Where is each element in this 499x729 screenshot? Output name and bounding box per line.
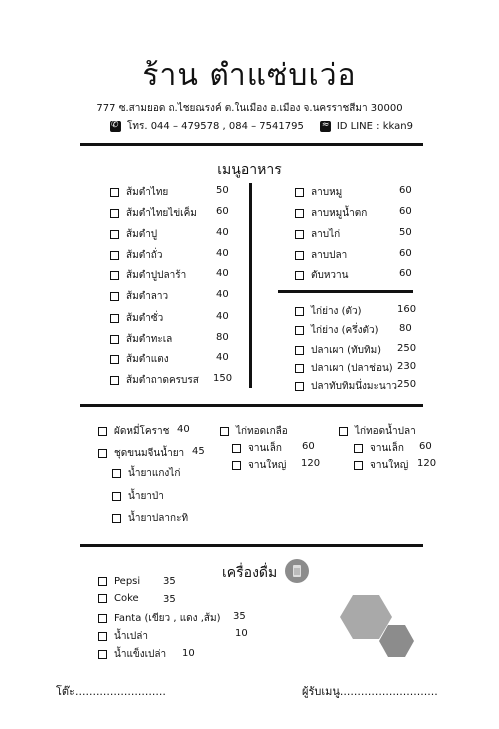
option-item[interactable] <box>112 489 164 504</box>
phone-icon <box>110 121 121 132</box>
checkbox[interactable] <box>112 492 121 501</box>
checkbox[interactable] <box>110 314 119 323</box>
checkbox[interactable] <box>295 230 304 239</box>
checkbox[interactable] <box>295 209 304 218</box>
size-option[interactable] <box>354 458 408 473</box>
item-name: Fanta (เขียว , แดง ,ส้ม) <box>114 613 221 624</box>
item-price: 40 <box>216 248 229 259</box>
size-label: จานเล็ก <box>370 443 404 454</box>
item-name: ไก่ทอดเกลือ <box>236 426 288 437</box>
shop-title: ร้าน ตำแซ่บเว่อ <box>142 58 357 93</box>
item-price: 60 <box>302 441 315 452</box>
item-name: ส้มตำซั่ว <box>126 313 164 324</box>
checkbox[interactable] <box>98 650 107 659</box>
item-price: 250 <box>397 343 417 354</box>
checkbox[interactable] <box>98 594 107 603</box>
item-name: Pepsi <box>114 576 141 587</box>
item-price: 40 <box>216 311 229 322</box>
drink-item[interactable] <box>98 593 139 604</box>
checkbox[interactable] <box>98 449 107 458</box>
checkbox[interactable] <box>295 364 304 373</box>
checkbox[interactable] <box>110 355 119 364</box>
item-price: 40 <box>216 227 229 238</box>
item-price: 60 <box>399 248 412 259</box>
item-name: ส้มตำปูปลาร้า <box>126 270 187 281</box>
menu-item[interactable] <box>295 304 362 319</box>
menu-item[interactable] <box>98 446 184 461</box>
menu-item[interactable] <box>110 248 162 263</box>
drinks-heading: เครื่องดื่ม <box>222 565 278 581</box>
checkbox[interactable] <box>295 382 304 391</box>
drink-item[interactable] <box>98 576 140 587</box>
item-name: ตับหวาน <box>311 270 349 281</box>
menu-item[interactable] <box>295 185 342 200</box>
item-price: 50 <box>216 185 229 196</box>
menu-item[interactable] <box>295 343 381 358</box>
item-price: 40 <box>216 352 229 363</box>
item-name: ไก่ทอดน้ำปลา <box>355 426 416 437</box>
item-price: 80 <box>216 332 229 343</box>
menu-item[interactable] <box>110 289 168 304</box>
menu-item[interactable] <box>220 424 288 439</box>
item-name: ผัดหมี่โคราช <box>114 426 170 437</box>
menu-item[interactable] <box>110 206 197 221</box>
size-label: จานใหญ่ <box>248 460 287 471</box>
checkbox[interactable] <box>110 335 119 344</box>
item-name: ส้มตำไทย <box>126 187 169 198</box>
column-divider <box>249 183 252 388</box>
section-divider <box>80 404 423 407</box>
item-price: 10 <box>235 628 248 639</box>
item-name: ลาบไก่ <box>311 229 341 240</box>
item-price: 50 <box>399 227 412 238</box>
option-item[interactable] <box>112 466 180 481</box>
checkbox[interactable] <box>295 326 304 335</box>
menu-item[interactable] <box>110 352 169 367</box>
header-divider <box>80 143 423 146</box>
item-price: 230 <box>397 361 417 372</box>
option-item[interactable] <box>112 511 188 526</box>
checkbox[interactable] <box>110 188 119 197</box>
item-name: ไก่ย่าง (ครึ่งตัว) <box>311 325 379 336</box>
item-name: ส้มตำไทยไข่เค็ม <box>126 208 197 219</box>
size-label: จานเล็ก <box>248 443 282 454</box>
size-option[interactable] <box>232 458 286 473</box>
menu-heading: เมนูอาหาร <box>217 162 282 178</box>
item-name: น้ำเปล่า <box>114 631 148 642</box>
item-price: 120 <box>301 458 321 469</box>
item-name: ปลาเผา (ทับทิม) <box>311 345 382 356</box>
size-label: จานใหญ่ <box>370 460 409 471</box>
item-name: Coke <box>114 593 139 604</box>
item-price: 10 <box>182 648 195 659</box>
item-name: ส้มตำถาดครบรส <box>126 375 199 386</box>
menu-item[interactable] <box>110 227 157 242</box>
checkbox[interactable] <box>339 427 348 436</box>
checkbox[interactable] <box>220 427 229 436</box>
checkbox[interactable] <box>295 251 304 260</box>
checkbox[interactable] <box>232 461 241 470</box>
checkbox[interactable] <box>110 376 119 385</box>
size-option[interactable] <box>232 441 282 456</box>
checkbox[interactable] <box>98 632 107 641</box>
menu-item[interactable] <box>339 424 416 439</box>
item-price: 40 <box>177 424 190 435</box>
menu-item[interactable] <box>110 185 168 200</box>
item-price: 250 <box>397 379 417 390</box>
checkbox[interactable] <box>354 461 363 470</box>
checkbox[interactable] <box>295 307 304 316</box>
checkbox[interactable] <box>110 209 119 218</box>
menu-item[interactable] <box>295 227 340 242</box>
item-price: 35 <box>163 594 176 605</box>
menu-item[interactable] <box>295 323 378 338</box>
checkbox[interactable] <box>98 614 107 623</box>
item-name: ส้มตำแตง <box>126 354 169 365</box>
item-price: 150 <box>213 373 233 384</box>
item-name: ลาบปลา <box>311 250 348 261</box>
menu-item[interactable] <box>295 248 347 263</box>
checkbox[interactable] <box>295 346 304 355</box>
checkbox[interactable] <box>295 271 304 280</box>
contact-line <box>110 119 413 134</box>
line-id: ID LINE : kkan9 <box>336 121 413 132</box>
item-name: ส้มตำลาว <box>126 291 169 302</box>
item-price: 60 <box>399 268 412 279</box>
checkbox[interactable] <box>110 230 119 239</box>
menu-item[interactable] <box>295 268 349 283</box>
shop-address: 777 ซ.สามยอด ถ.ไชยณรงค์ ต.ในเมือง อ.เมือง จ.นครราชสีมา 30000 <box>96 103 403 114</box>
checkbox[interactable] <box>112 514 121 523</box>
item-price: 60 <box>399 206 412 217</box>
section-divider <box>80 544 423 547</box>
checkbox[interactable] <box>110 271 119 280</box>
item-name: ปลาเผา (ปลาช่อน) <box>311 363 393 374</box>
drink-item[interactable] <box>98 629 148 644</box>
item-name: ปลาทับทิมนึ่งมะนาว <box>311 381 397 392</box>
item-price: 40 <box>216 289 229 300</box>
option-name: น้ำยาปลากะทิ <box>128 513 189 524</box>
option-name: น้ำยาป่า <box>128 491 164 502</box>
menu-item[interactable] <box>110 311 163 326</box>
phone-numbers: โทร. 044 – 479578 , 084 – 7541795 <box>127 121 304 132</box>
item-name: ส้มตำทะเล <box>126 334 173 345</box>
size-option[interactable] <box>354 441 404 456</box>
order-taker-field[interactable]: ผู้รับเมนู............................ <box>302 685 438 698</box>
menu-item[interactable] <box>110 268 186 283</box>
hexagon-decoration <box>336 593 418 661</box>
checkbox[interactable] <box>112 469 121 478</box>
item-name: ชุดขนมจีนน้ำยา <box>114 448 185 459</box>
item-name: น้ำแข็งเปล่า <box>114 649 167 660</box>
glass-icon <box>285 559 309 583</box>
menu-item[interactable] <box>110 373 199 388</box>
menu-item[interactable] <box>295 361 393 376</box>
item-name: ลาบหมูน้ำตก <box>311 208 368 219</box>
item-price: 60 <box>216 206 229 217</box>
menu-item[interactable] <box>295 206 367 221</box>
menu-item[interactable] <box>110 332 172 347</box>
item-price: 45 <box>192 446 205 457</box>
item-price: 80 <box>399 323 412 334</box>
item-price: 60 <box>419 441 432 452</box>
checkbox[interactable] <box>295 188 304 197</box>
checkbox[interactable] <box>110 251 119 260</box>
item-price: 120 <box>417 458 437 469</box>
option-name: น้ำยาแกงไก่ <box>128 468 181 479</box>
right-section-divider <box>278 290 413 293</box>
drink-item[interactable] <box>98 611 220 626</box>
drink-item[interactable] <box>98 647 166 662</box>
item-price: 40 <box>216 268 229 279</box>
table-number-field[interactable]: โต๊ะ.......................... <box>56 685 166 698</box>
checkbox[interactable] <box>110 292 119 301</box>
item-price: 160 <box>397 304 417 315</box>
item-name: ส้มตำปู <box>126 229 158 240</box>
item-price: 35 <box>163 576 176 587</box>
item-name: ส้มตำถั่ว <box>126 250 163 261</box>
line-app-icon <box>320 121 331 132</box>
menu-item[interactable] <box>98 424 169 439</box>
item-name: ไก่ย่าง (ตัว) <box>311 306 362 317</box>
item-price: 60 <box>399 185 412 196</box>
item-price: 35 <box>233 611 246 622</box>
checkbox[interactable] <box>354 444 363 453</box>
item-name: ลาบหมู <box>311 187 343 198</box>
menu-item[interactable] <box>295 379 397 394</box>
checkbox[interactable] <box>98 577 107 586</box>
checkbox[interactable] <box>98 427 107 436</box>
checkbox[interactable] <box>232 444 241 453</box>
